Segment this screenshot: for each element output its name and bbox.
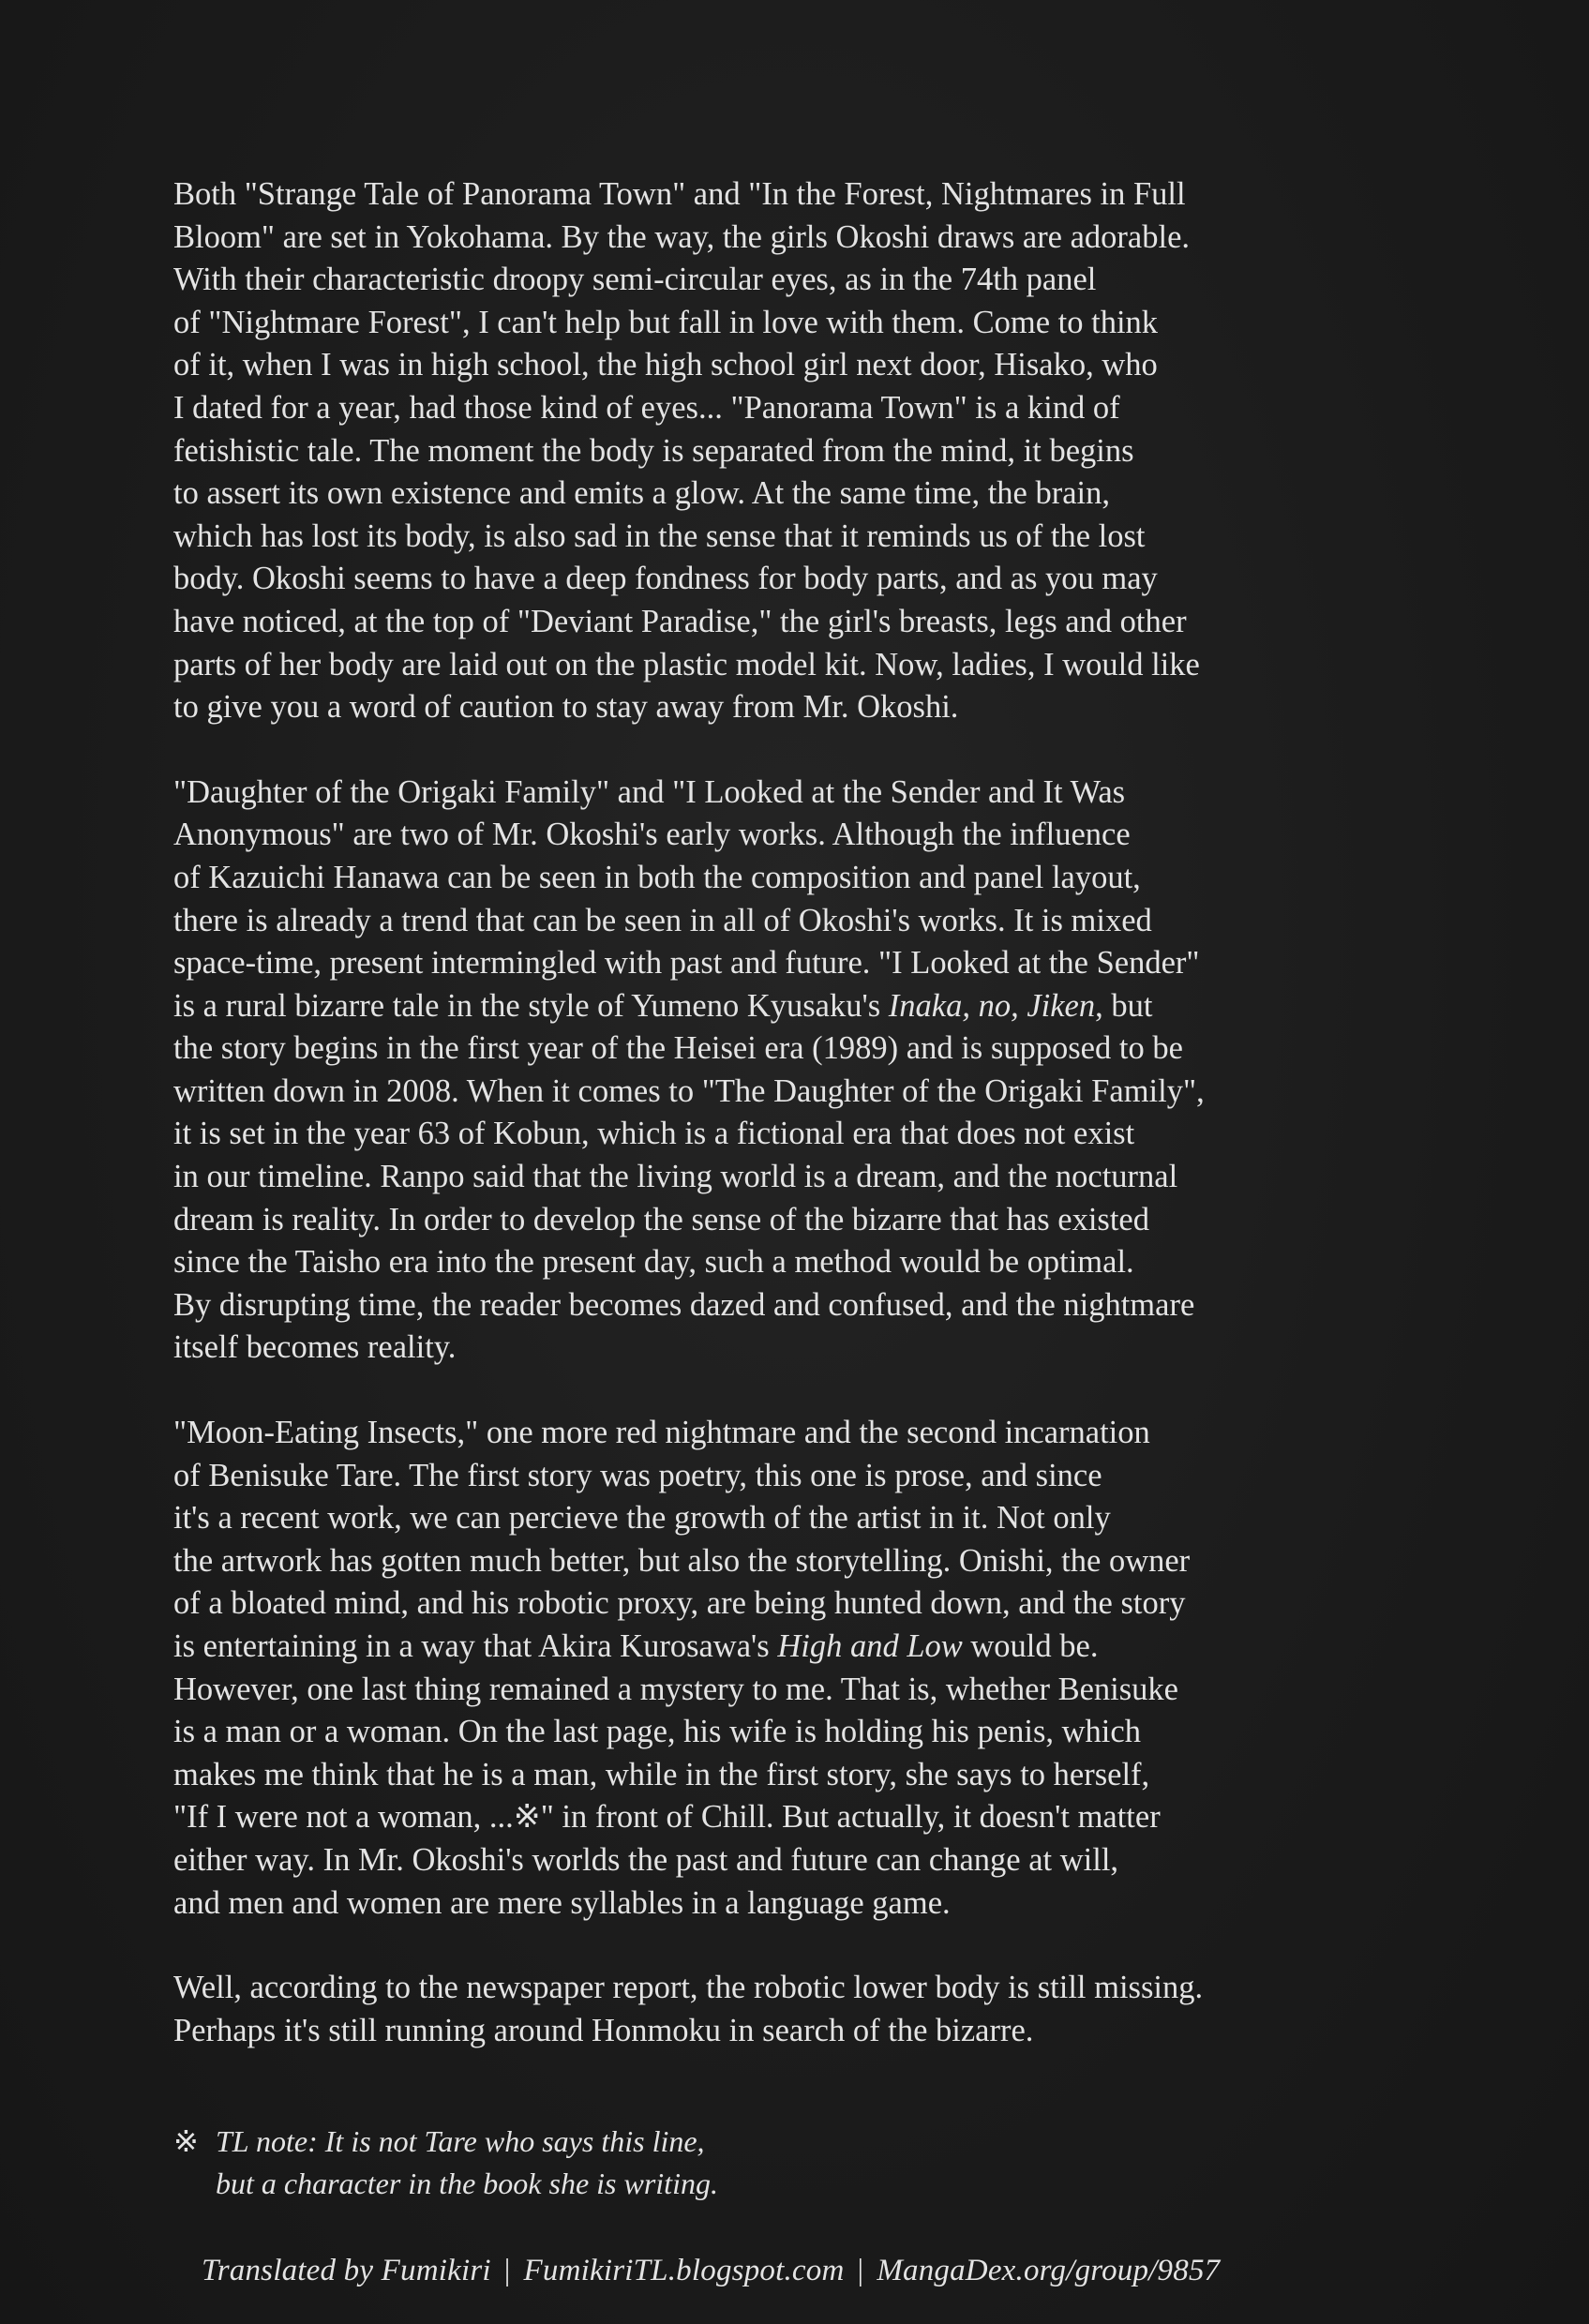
text-run: "Daughter of the Origaki Family" and "I Looked at the Sender and It Was [173, 773, 1126, 810]
text-run: is a man or a woman. On the last page, his wife is holding his penis, which [173, 1714, 1141, 1750]
credit-separator: | [503, 2254, 511, 2287]
text-run: there is already a trend that can be seen in all of Okoshi's works. It is mixed [173, 902, 1152, 938]
text-run: and men and women are mere syllables in a language game. [173, 1884, 951, 1921]
text-run: of "Nightmare Forest", I can't help but fall in love with them. Come to think [173, 304, 1159, 340]
text-line [173, 1882, 1434, 1926]
text-line [173, 1199, 1434, 1242]
text-line [173, 1754, 1434, 1797]
text-run: itself becomes reality. [173, 1329, 457, 1366]
text-run: Perhaps it's still running around Honmoku in search of the bizarre. [173, 2012, 1034, 2048]
text-run: dream is reality. In order to develop the sense of the bizarre that has existed [173, 1201, 1149, 1237]
blog-link[interactable]: FumikiriTL.blogspot.com [523, 2254, 845, 2287]
text-run: With their characteristic droopy semi-circular eyes, as in the 74th panel [173, 262, 1097, 298]
text-line [173, 1156, 1434, 1199]
text-line [173, 686, 1434, 729]
text-run: makes me think that he is a man, while in the first story, she says to herself, [173, 1756, 1150, 1792]
note-line-1: TL note: It is not Tare who says this line, [216, 2124, 705, 2158]
credits-footer [202, 2254, 1220, 2288]
text-run: since the Taisho era into the present day, such a method would be optimal. [173, 1244, 1134, 1281]
text-run: would be. [962, 1628, 1099, 1664]
text-line [173, 558, 1434, 601]
text-line [173, 1327, 1434, 1370]
translator-credit: Translated by Fumikiri [202, 2254, 491, 2287]
text-line [173, 601, 1434, 644]
text-line [173, 772, 1434, 815]
translator-note [173, 2121, 718, 2205]
text-run: of it, when I was in high school, the high school girl next door, Hisako, who [173, 347, 1158, 383]
text-run: Well, according to the newspaper report, the robotic lower body is still missing. [173, 1970, 1204, 2006]
text-run: is a rural bizarre tale in the style of Yumeno Kyusaku's [173, 987, 889, 1024]
text-run: to assert its own existence and emits a glow. At the same time, the brain, [173, 475, 1110, 512]
text-line [173, 857, 1434, 900]
text-run: which has lost its body, is also sad in the sense that it reminds us of the lost [173, 517, 1146, 554]
text-run: parts of her body are laid out on the plastic model kit. Now, ladies, I would like [173, 646, 1200, 682]
text-line [173, 1284, 1434, 1327]
text-line [173, 1071, 1434, 1114]
text-run: is entertaining in a way that Akira Kurosawa's [173, 1628, 778, 1664]
text-line [173, 516, 1434, 559]
text-line [173, 2010, 1434, 2053]
text-line [173, 387, 1434, 430]
text-line [173, 1796, 1434, 1839]
text-run: it's a recent work, we can percieve the growth of the artist in it. Not only [173, 1500, 1111, 1537]
paragraph [173, 772, 1434, 1370]
paragraph [173, 1412, 1434, 1925]
text-run: of Kazuichi Hanawa can be seen in both the composition and panel layout, [173, 859, 1141, 895]
text-run: either way. In Mr. Okoshi's worlds the past and future can change at will, [173, 1841, 1119, 1878]
text-line [173, 302, 1434, 345]
text-run: However, one last thing remained a mystery to me. That is, whether Benisuke [173, 1671, 1178, 1707]
text-run: it is set in the year 63 of Kobun, which is a fictional era that does not exist [173, 1116, 1135, 1152]
text-run: space-time, present intermingled with past and future. "I Looked at the Sender" [173, 945, 1200, 982]
text-run: Both "Strange Tale of Panorama Town" and "In the Forest, Nightmares in Full [173, 176, 1186, 212]
group-link[interactable]: MangaDex.org/group/9857 [877, 2254, 1221, 2287]
text-line [173, 1497, 1434, 1540]
text-line [173, 1540, 1434, 1583]
text-line [173, 1582, 1434, 1626]
text-run: to give you a word of caution to stay away from Mr. Okoshi. [173, 689, 959, 726]
text-line [173, 472, 1434, 516]
text-run: , but [1095, 987, 1153, 1024]
text-run: in our timeline. Ranpo said that the living world is a dream, and the nocturnal [173, 1159, 1178, 1195]
text-line [173, 1241, 1434, 1284]
text-line [173, 644, 1434, 687]
text-run: By disrupting time, the reader becomes dazed and confused, and the nightmare [173, 1286, 1195, 1323]
text-line [173, 259, 1434, 302]
text-line [173, 814, 1434, 857]
italic-title: Inaka, no, Jiken [888, 987, 1096, 1024]
text-line [173, 1113, 1434, 1156]
text-line [173, 173, 1434, 217]
text-run: Bloom" are set in Yokohama. By the way, the girls Okoshi draws are adorable. [173, 218, 1191, 255]
text-run: fetishistic tale. The moment the body is separated from the mind, it begins [173, 432, 1134, 469]
text-run: Anonymous" are two of Mr. Okoshi's early works. Although the influence [173, 817, 1131, 853]
paragraph [173, 173, 1434, 729]
text-run: have noticed, at the top of "Deviant Paradise," the girl's breasts, legs and other [173, 603, 1187, 639]
text-run: of Benisuke Tare. The first story was poetry, this one is prose, and since [173, 1457, 1102, 1493]
text-line [173, 1455, 1434, 1498]
text-line [173, 1711, 1434, 1754]
text-line [173, 1412, 1434, 1455]
text-line [173, 217, 1434, 260]
text-run: of a bloated mind, and his robotic proxy, are being hunted down, and the story [173, 1585, 1186, 1622]
text-run: the artwork has gotten much better, but also the storytelling. Onishi, the owner [173, 1542, 1191, 1579]
text-line [173, 1967, 1434, 2010]
text-line [173, 1626, 1434, 1669]
text-run: I dated for a year, had those kind of eyes... "Panorama Town" is a kind of [173, 389, 1120, 426]
text-run: "Moon-Eating Insects," one more red nightmare and the second incarnation [173, 1415, 1150, 1451]
text-run: written down in 2008. When it comes to "The Daughter of the Origaki Family", [173, 1072, 1205, 1109]
note-line-2: but a character in the book she is writing. [216, 2167, 718, 2200]
text-line [173, 985, 1434, 1028]
text-run: the story begins in the first year of the Heisei era (1989) and is supposed to be [173, 1030, 1183, 1067]
text-line [173, 344, 1434, 387]
text-line [173, 1669, 1434, 1712]
text-line [173, 1027, 1434, 1071]
credit-separator: | [857, 2254, 864, 2287]
reference-mark-icon: ※ [173, 2124, 199, 2158]
text-line [173, 1839, 1434, 1882]
text-run: "If I were not a woman, ...※" in front of Chill. But actually, it doesn't matter [173, 1799, 1161, 1836]
text-line [173, 942, 1434, 985]
text-line [173, 900, 1434, 943]
text-run: body. Okoshi seems to have a deep fondness for body parts, and as you may [173, 561, 1158, 597]
italic-title: High and Low [777, 1628, 963, 1664]
paragraph [173, 1967, 1434, 2052]
page-body [173, 173, 1434, 2094]
text-line [173, 430, 1434, 473]
